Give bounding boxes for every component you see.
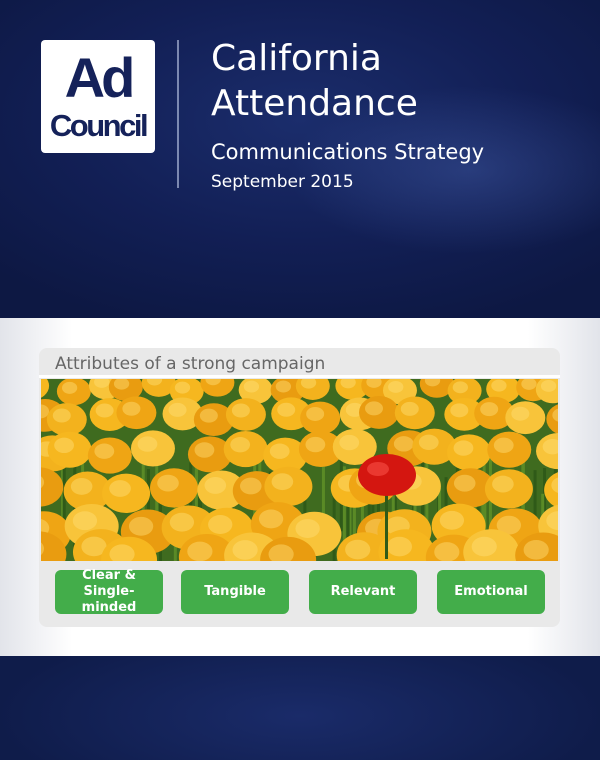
attributes-card xyxy=(39,348,560,627)
tulip-field-image xyxy=(41,379,558,561)
card-heading-rule xyxy=(39,375,560,378)
header-divider xyxy=(177,40,179,188)
tulip-field-photo xyxy=(41,379,558,561)
attribute-relevant xyxy=(309,570,417,614)
document-date: September 2015 xyxy=(211,172,354,192)
attribute-emotional xyxy=(437,570,545,614)
logo-text-ad: Ad xyxy=(64,46,132,109)
document-title xyxy=(211,36,591,126)
footer-banner xyxy=(0,656,600,760)
attribute-label-line1: Clear & xyxy=(82,568,136,583)
ad-council-logo xyxy=(41,40,155,153)
attribute-label: Relevant xyxy=(330,584,396,599)
title-line-2: Attendance xyxy=(211,83,418,124)
attribute-clear-single-minded xyxy=(55,570,163,614)
attribute-label: Emotional xyxy=(454,584,528,599)
title-line-1: California xyxy=(211,38,382,79)
card-heading: Attributes of a strong campaign xyxy=(55,354,326,374)
attribute-label-line2: Single-minded xyxy=(81,584,137,615)
document-subtitle: Communications Strategy xyxy=(211,140,485,164)
red-tulip xyxy=(358,454,416,496)
attribute-label: Tangible xyxy=(204,584,266,599)
attribute-tangible xyxy=(181,570,289,614)
header-banner xyxy=(0,0,600,318)
logo-text-council: Council xyxy=(49,108,147,143)
